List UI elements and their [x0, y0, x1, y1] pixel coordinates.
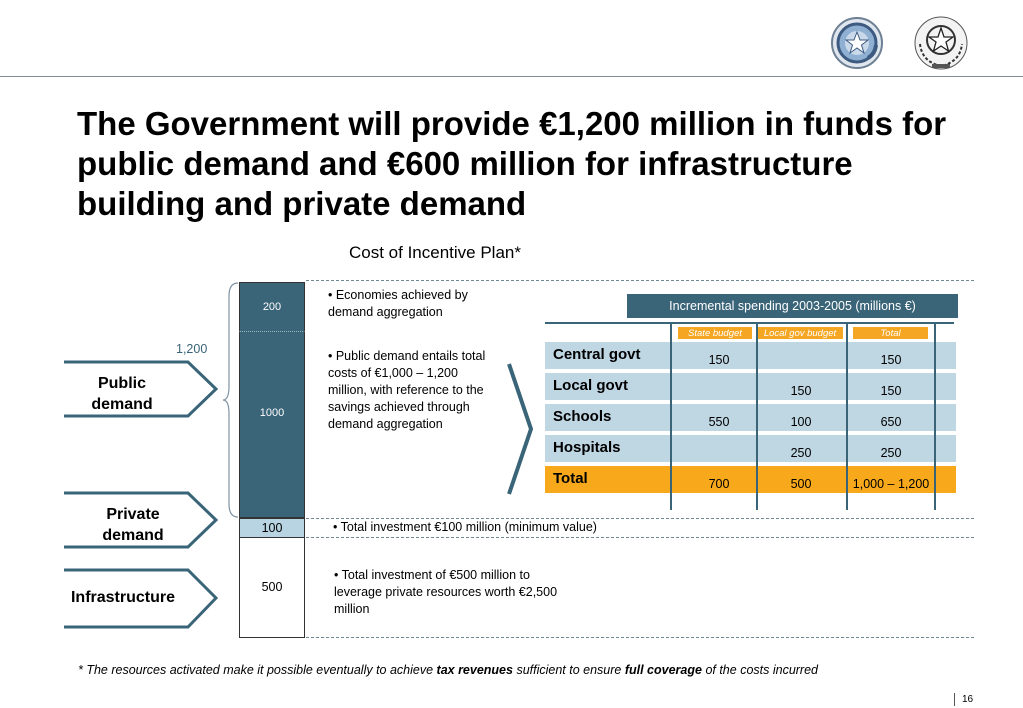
- bar-segment-infrastructure: 500: [239, 538, 305, 638]
- bar-segment-economies: 200: [239, 282, 305, 332]
- bar-segment-private-demand: 100: [239, 518, 305, 538]
- cell-total: 150: [880, 353, 902, 367]
- page-number: 16: [962, 694, 974, 705]
- page-number-divider: [954, 693, 955, 706]
- column-header-total: Total: [853, 327, 928, 339]
- cell-local: 100: [790, 415, 812, 429]
- column-header-state-budget: State budget: [678, 327, 752, 339]
- note-economies: • Economies achieved by demand aggregation: [328, 288, 468, 319]
- cell-state: 150: [708, 353, 730, 367]
- cell-total: 150: [880, 384, 902, 398]
- column-rule: [756, 322, 758, 510]
- column-rule: [934, 322, 936, 510]
- cell-state: 550: [708, 415, 730, 429]
- row-label: Schools: [553, 408, 612, 425]
- private-demand-label: Private demand: [102, 506, 164, 544]
- cell-total: 250: [880, 446, 902, 460]
- row-label: Hospitals: [553, 439, 621, 456]
- emblem-with-star-icon: [828, 14, 886, 72]
- header-divider: [0, 76, 1023, 77]
- cell-local: 250: [790, 446, 812, 460]
- brace-total-label: 1,200: [176, 342, 208, 356]
- cell-local: 500: [790, 477, 812, 491]
- cell-state: 700: [708, 477, 730, 491]
- footnote: * The resources activated make it possible eventually to achieve tax revenues sufficient to ensure full coverage of the costs incurred: [78, 663, 818, 677]
- divider-private-bottom: [306, 537, 974, 538]
- row-label: Local govt: [553, 377, 629, 394]
- table-header: Incremental spending 2003-2005 (millions €): [627, 294, 958, 318]
- note-private-investment: • Total investment €100 million (minimum value): [333, 520, 597, 534]
- note-infrastructure-investment: • Total investment of €500 million to leverage private resources worth €2,500 million: [334, 568, 558, 616]
- table-row: [545, 404, 956, 431]
- page-title: The Government will provide €1,200 million in funds for public demand and €600 million for infrastructure building and private demand: [77, 105, 947, 222]
- note-public-demand: • Public demand entails total costs of €1,000 – 1,200 million, with reference to the savings achieved through demand aggregation: [328, 349, 486, 431]
- row-label: Total: [553, 470, 588, 487]
- cell-local: 150: [790, 384, 812, 398]
- chart-subtitle: Cost of Incentive Plan*: [349, 243, 521, 262]
- public-demand-label: Public demand: [91, 375, 153, 413]
- bar-segment-public-demand: 1000: [239, 332, 305, 518]
- table-row: [545, 342, 956, 369]
- table-row: [545, 373, 956, 400]
- divider-top: [306, 280, 974, 281]
- table-row-total: [545, 466, 956, 493]
- column-rule: [846, 322, 848, 510]
- column-rule: [670, 322, 672, 510]
- table-top-rule: [545, 322, 954, 324]
- chevron-right-icon: [506, 362, 534, 496]
- column-header-local-budget: Local gov budget: [757, 327, 843, 339]
- infrastructure-label: Infrastructure: [70, 589, 176, 606]
- cell-total: 650: [880, 415, 902, 429]
- table-row: [545, 435, 956, 462]
- divider-bottom: [306, 637, 974, 638]
- brace-bracket: [222, 282, 240, 518]
- italian-republic-emblem-icon: [912, 14, 970, 72]
- cell-total: 1,000 – 1,200: [852, 477, 930, 491]
- row-label: Central govt: [553, 346, 641, 363]
